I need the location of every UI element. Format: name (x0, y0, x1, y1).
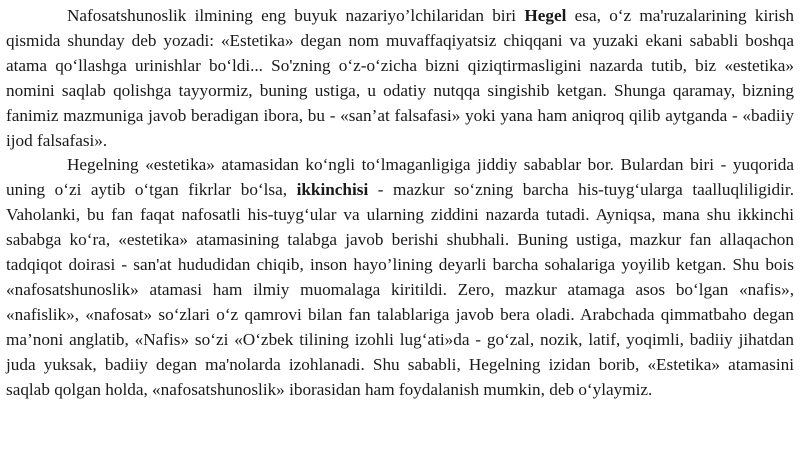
bold-term-ikkinchisi: ikkinchisi (296, 180, 369, 200)
text-segment: Hegelning «estetika» atamasidan ko‘ngli to‘lmaganligiga jiddiy sabablar bor. Bulardan biri - yuqorida uning o‘zi aytib o‘tgan fikrlar bo‘lsa, (6, 155, 794, 200)
paragraph-hegel-quote (6, 4, 794, 153)
text-segment: Nafosatshunoslik ilmining eng buyuk nazariyo’lchilaridan biri (67, 6, 525, 25)
text-segment: - mazkur so‘zning barcha his-tuyg‘ularga taalluqliligidir. Vaholanki, bu fan faqat nafosatli his-tuyg‘ular va ularning ziddini nazarda tutadi. Ayniqsa, mana shu ikkinchi sababga ko‘ra, «estetika» atamasining talabga javob berishi shubhali. Buning ustiga, mazkur fan allaqachon tadqiqot doirasi - san'at hududidan chiqib, inson hayo’lining deyarli barcha sohalariga yoyilib ketgan. Shu bois «nafosatshunoslik» atamasi ham ilmiy muomalaga kiritildi. Zero, mazkur atamaga asos bo‘lgan «nafis», «nafislik», «nafosat» so‘zlari o‘z qamrovi bilan fan talablariga javob bera oladi. Arabchada qimmatbaho degan ma’noni anglatib, «Nafis» so‘zi «O‘zbek tilining izohli lug‘ati»da - go‘zal, nozik, latif, yoqimli, badiiy jihatdan juda yuksak, badiiy degan ma'nolarda izohlanadi. Shu sababli, Hegelning izidan borib, «Estetika» atamasini saqlab qolgan holda, «nafosatshunoslik» iborasidan ham foydalanish mumkin, deb o‘ylaymiz. (6, 180, 794, 399)
paragraph-estetika-reasons (6, 153, 794, 402)
text-segment: esa, o‘z ma'ruzalarining kirish qismida shunday deb yozadi: «Estetika» degan nom muvaffaqiyatsiz chiqqani va yuzaki ekani sababli boshqa atama qo‘llashga urinishlar bo‘ldi... So'zning o‘z-o‘zicha bizni qiziqtirmasligini nazarda tutib, biz «estetika» nomini saqlab qolishga tayyormiz, buning ustiga, u odatiy nutqqa singishib ketgan. Shunga qaramay, bizning fanimiz mazmuniga javob beradigan ibora, bu - «san’at falsafasi» yoki yana ham aniqroq qilib aytganda - «badiiy ijod falsafasi». (6, 6, 794, 150)
document-page (6, 4, 794, 403)
bold-term-hegel: Hegel (524, 6, 567, 25)
